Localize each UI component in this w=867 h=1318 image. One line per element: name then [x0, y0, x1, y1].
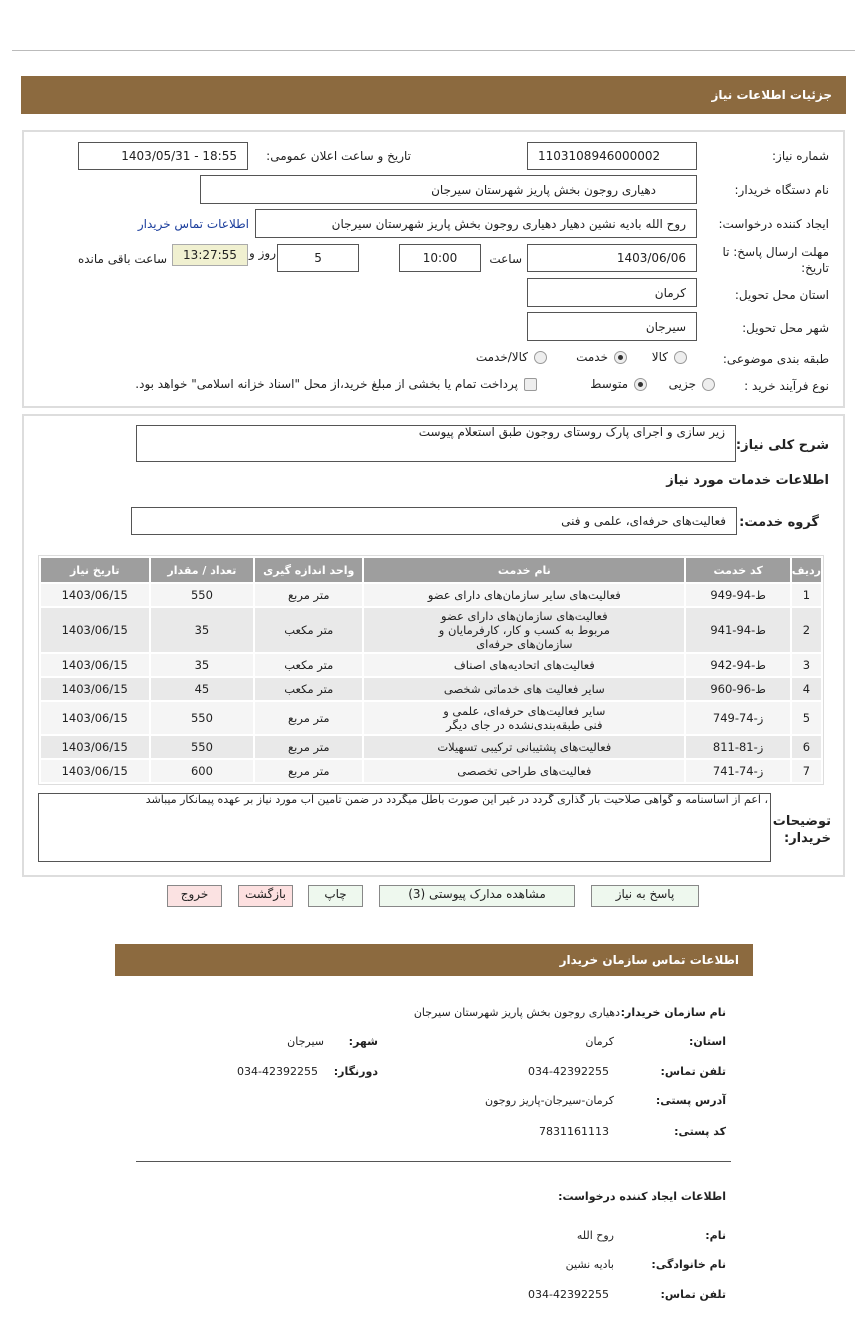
service-group-label: گروه خدمت: — [739, 515, 819, 530]
deadline-time-label: ساعت — [489, 252, 522, 266]
cell-name: فعالیت‌های پشتیبانی ترکیبی تسهیلات — [364, 736, 684, 758]
contact-province-value: کرمان — [585, 1035, 614, 1048]
category-option-goods-service[interactable] — [476, 350, 547, 364]
cell-unit: متر مربع — [255, 760, 362, 782]
process-minor-label: جزیی — [668, 377, 696, 391]
creator-name-label: نام: — [705, 1229, 726, 1242]
cell-unit: متر مربع — [255, 736, 362, 758]
radio-service[interactable] — [614, 351, 627, 364]
contact-city-label: شهر: — [348, 1035, 378, 1048]
description-field: زیر سازی و اجرای پارک روستای روجون طبق استعلام پیوست — [136, 425, 736, 462]
contact-address-label: آدرس پستی: — [655, 1094, 726, 1107]
cell-name: فعالیت‌های طراحی تخصصی — [364, 760, 684, 782]
buyer-notes-label: توضیحات — [772, 814, 831, 829]
contact-divider — [136, 1161, 731, 1162]
creator-phone-label: تلفن تماس: — [660, 1288, 726, 1301]
view-attachments-button[interactable]: مشاهده مدارک پیوستی (3) — [379, 885, 575, 907]
remaining-time-label: ساعت باقی مانده — [77, 252, 167, 266]
category-option-service[interactable] — [576, 350, 627, 364]
contact-postal-label: کد پستی: — [674, 1125, 726, 1138]
buyer-org-field: دهیاری روجون بخش پاریز شهرستان سیرجان — [200, 175, 697, 204]
announce-date-label: تاریخ و ساعت اعلان عمومی: — [266, 149, 411, 163]
services-title: اطلاعات خدمات مورد نیاز — [666, 473, 829, 488]
creator-phone-value: 034-42392255 — [528, 1288, 609, 1301]
cell-row: 6 — [792, 736, 821, 758]
cell-unit: متر مربع — [255, 702, 362, 734]
respond-button[interactable]: پاسخ به نیاز — [591, 885, 699, 907]
cell-name: فعالیت‌های سازمان‌های دارای عضو مربوط به کسب و کار، کارفرمایان و سازمان‌های حرفه‌ای — [364, 608, 684, 652]
contact-province-label: استان: — [689, 1035, 726, 1048]
table-row — [41, 584, 821, 606]
creator-family-label: نام خانوادگی: — [651, 1258, 726, 1271]
buyer-notes-field: ، اعم از اساسنامه و گواهی صلاحیت بار گذاری گردد در غیر این صورت باطل میگردد در ضمن تامین آب مورد نیاز بر عهده پیمانکار میباشد — [38, 793, 771, 862]
cell-code: ط-94-941 — [686, 608, 789, 652]
buyer-org-label: نام دستگاه خریدار: — [734, 183, 829, 197]
table-row — [41, 678, 821, 700]
col-date: تاریخ نیاز — [41, 558, 149, 582]
process-type-label: نوع فرآیند خرید : — [744, 379, 829, 393]
category-goods-service-label: کالا/خدمت — [475, 350, 528, 364]
category-service-label: خدمت — [576, 350, 608, 364]
province-label: استان محل تحویل: — [734, 288, 829, 302]
table-row — [41, 736, 821, 758]
contact-title: اطلاعات تماس سازمان خریدار — [559, 953, 739, 967]
table-row — [41, 654, 821, 676]
treasury-checkbox[interactable] — [524, 378, 537, 391]
deadline-date-label: تاریخ: — [801, 261, 829, 275]
process-option-minor[interactable] — [669, 377, 715, 391]
col-unit: واحد اندازه گیری — [255, 558, 362, 582]
buyer-contact-link[interactable]: اطلاعات تماس خریدار — [137, 217, 249, 231]
creator-name-value: روح الله — [576, 1229, 614, 1242]
table-row — [41, 702, 821, 734]
radio-medium[interactable] — [634, 378, 647, 391]
exit-button[interactable]: خروج — [167, 885, 222, 907]
cell-date: 1403/06/15 — [41, 702, 149, 734]
deadline-label: مهلت ارسال پاسخ: تا — [722, 245, 829, 259]
cell-code: ط-96-960 — [686, 678, 789, 700]
deadline-date-field: 1403/06/06 — [527, 244, 697, 272]
col-code: کد خدمت — [686, 558, 789, 582]
cell-name: سایر فعالیت های خدماتی شخصی — [364, 678, 684, 700]
table-row — [41, 760, 821, 782]
contact-org-value: دهیاری روجون بخش پاریز شهرستان سیرجان — [413, 1006, 620, 1019]
cell-quantity: 550 — [151, 584, 254, 606]
cell-name: فعالیت‌های سایر سازمان‌های دارای عضو — [364, 584, 684, 606]
requester-field: روح الله بادیه نشین دهیار دهیاری روجون بخش پاریز شهرستان سیرجان — [255, 209, 697, 238]
creator-family-value: بادیه نشین — [565, 1258, 614, 1271]
col-quantity: تعداد / مقدار — [151, 558, 254, 582]
contact-address-value: کرمان-سیرجان-پاریز روجون — [485, 1094, 614, 1107]
cell-name: سایر فعالیت‌های حرفه‌ای، علمی و فنی طبقه‌بندی‌نشده در جای دیگر — [364, 702, 684, 734]
cell-quantity: 35 — [151, 654, 254, 676]
print-button[interactable]: چاپ — [308, 885, 363, 907]
contact-header — [115, 944, 753, 976]
province-field: کرمان — [527, 278, 697, 307]
need-number-label: شماره نیاز: — [772, 149, 829, 163]
table-header-row — [41, 558, 821, 582]
cell-row: 4 — [792, 678, 821, 700]
requester-label: ایجاد کننده درخواست: — [718, 217, 829, 231]
service-group-field: فعالیت‌های حرفه‌ای، علمی و فنی — [131, 507, 737, 535]
col-row: ردیف — [792, 558, 821, 582]
need-number-field: 1103108946000002 — [527, 142, 697, 170]
contact-fax-value: 034-42392255 — [237, 1065, 318, 1078]
services-table — [39, 556, 823, 784]
city-field: سیرجان — [527, 312, 697, 341]
deadline-time-field: 10:00 — [399, 244, 481, 272]
cell-date: 1403/06/15 — [41, 678, 149, 700]
treasury-payment-option[interactable] — [135, 377, 537, 391]
contact-org-label: نام سازمان خریدار: — [620, 1006, 726, 1019]
cell-row: 1 — [792, 584, 821, 606]
cell-row: 5 — [792, 702, 821, 734]
table-row — [41, 608, 821, 652]
cell-code: ط-94-942 — [686, 654, 789, 676]
radio-goods-service[interactable] — [534, 351, 547, 364]
cell-unit: متر مکعب — [255, 654, 362, 676]
cell-quantity: 35 — [151, 608, 254, 652]
category-label: طبقه بندی موضوعی: — [722, 352, 829, 366]
cell-row: 2 — [792, 608, 821, 652]
announce-date-field: 1403/05/31 - 18:55 — [78, 142, 248, 170]
remaining-time-display: 13:27:55 — [172, 244, 248, 266]
cell-quantity: 550 — [151, 736, 254, 758]
contact-fax-label: دورنگار: — [333, 1065, 378, 1078]
contact-phone-value: 034-42392255 — [528, 1065, 609, 1078]
category-goods-label: کالا — [651, 350, 668, 364]
contact-phone-label: تلفن تماس: — [660, 1065, 726, 1078]
cell-unit: متر مربع — [255, 584, 362, 606]
contact-postal-value: 7831161113 — [539, 1125, 609, 1138]
contact-city-value: سیرجان — [287, 1035, 324, 1048]
back-button[interactable]: بازگشت — [238, 885, 293, 907]
cell-date: 1403/06/15 — [41, 608, 149, 652]
description-label: شرح کلی نیاز: — [735, 438, 829, 453]
days-label: روز و — [249, 246, 276, 260]
creator-title: اطلاعات ایجاد کننده درخواست: — [558, 1190, 726, 1203]
cell-code: ز-74-749 — [686, 702, 789, 734]
col-name: نام خدمت — [364, 558, 684, 582]
category-option-goods[interactable] — [652, 350, 687, 364]
cell-date: 1403/06/15 — [41, 736, 149, 758]
cell-date: 1403/06/15 — [41, 584, 149, 606]
remaining-days-field: 5 — [277, 244, 359, 272]
cell-code: ط-94-949 — [686, 584, 789, 606]
cell-quantity: 600 — [151, 760, 254, 782]
cell-row: 3 — [792, 654, 821, 676]
cell-quantity: 45 — [151, 678, 254, 700]
radio-goods[interactable] — [674, 351, 687, 364]
cell-unit: متر مکعب — [255, 678, 362, 700]
cell-quantity: 550 — [151, 702, 254, 734]
buyer-notes-label-2: خریدار: — [784, 831, 831, 846]
cell-date: 1403/06/15 — [41, 654, 149, 676]
page-title: جزئیات اطلاعات نیاز — [711, 88, 832, 102]
process-medium-label: متوسط — [590, 377, 628, 391]
treasury-note: پرداخت تمام یا بخشی از مبلغ خرید،از محل "اسناد خزانه اسلامی" خواهد بود. — [135, 377, 518, 391]
process-option-medium[interactable] — [590, 377, 647, 391]
cell-row: 7 — [792, 760, 821, 782]
radio-minor[interactable] — [702, 378, 715, 391]
top-divider — [12, 50, 855, 51]
cell-unit: متر مکعب — [255, 608, 362, 652]
cell-code: ز-74-741 — [686, 760, 789, 782]
cell-date: 1403/06/15 — [41, 760, 149, 782]
city-label: شهر محل تحویل: — [742, 321, 829, 335]
cell-name: فعالیت‌های اتحادیه‌های اصناف — [364, 654, 684, 676]
cell-code: ز-81-811 — [686, 736, 789, 758]
page-header — [21, 76, 846, 114]
services-table-wrapper — [38, 555, 824, 785]
